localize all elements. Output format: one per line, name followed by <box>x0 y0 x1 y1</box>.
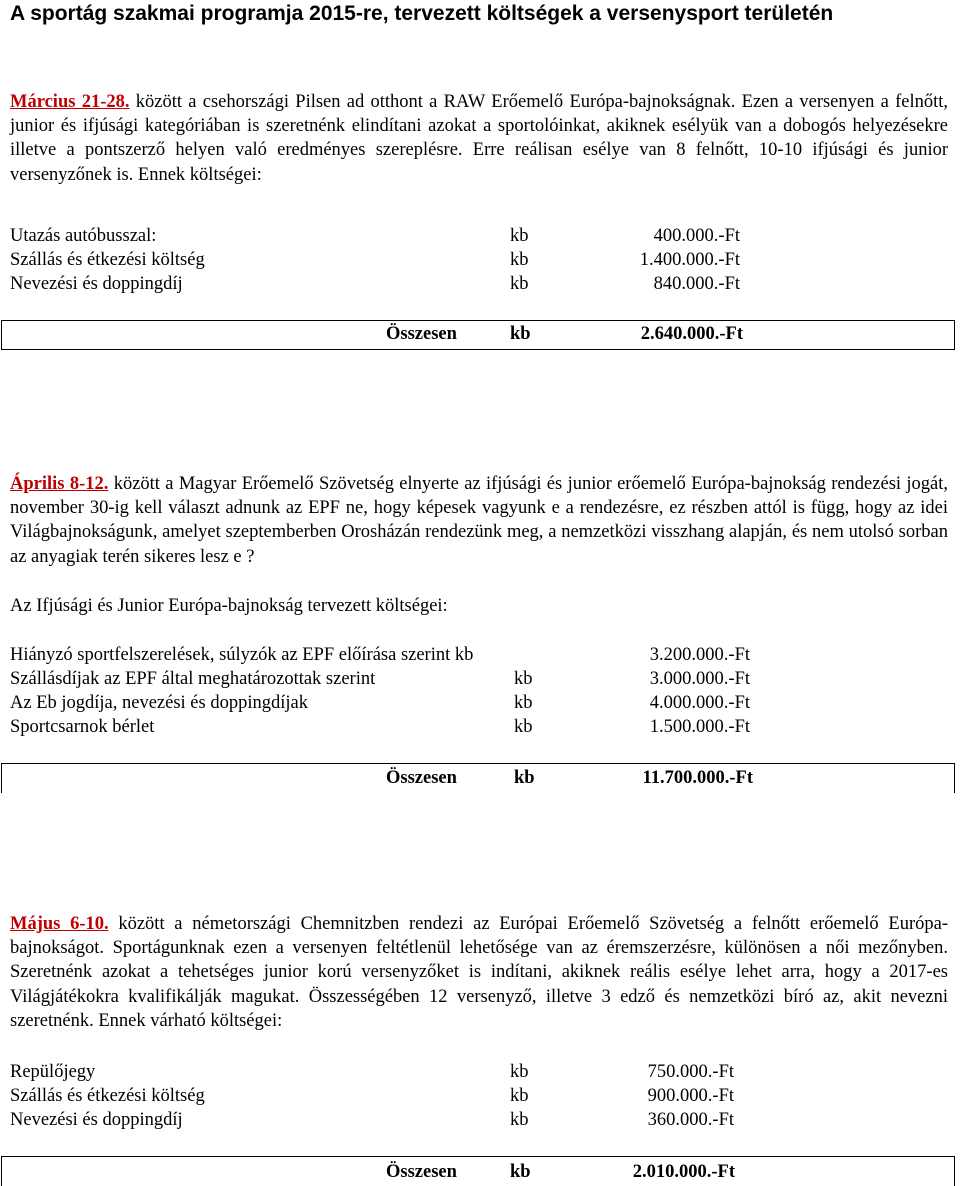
march-paragraph <box>10 90 948 187</box>
march-cost-label-3: Nevezési és doppingdíj <box>10 274 183 294</box>
april-text: között a Magyar Erőemelő Szövetség elnyerte az ifjúsági és junior erőemelő Európa-bajnokság rendezési jogát, november 30-ig kell választ adnunk az EPF ne, hogy képesek vagyunk e a rendezésre, ez részben attól is függ, hogy az idei Világbajnokságunk, amelyet szeptemberben Orosházán rendezünk meg, a nemzetközi visszhang alapján, és nem utolsó sorban az anyagiak terén sikeres lesz e ? <box>10 474 948 567</box>
april-cost-label-1: Hiányzó sportfelszerelések, súlyzók az EPF előírása szerint kb <box>10 645 474 665</box>
april-cost-kb-2: kb <box>514 669 533 689</box>
may-cost-kb-1: kb <box>510 1062 529 1082</box>
april-subtitle: Az Ifjúsági és Junior Európa-bajnokság tervezett költségei: <box>10 596 448 616</box>
april-cost-label-3: Az Eb jogdíja, nevezési és doppingdíjak <box>10 693 308 713</box>
may-cost-label-1: Repülőjegy <box>10 1062 96 1082</box>
may-cost-kb-2: kb <box>510 1086 529 1106</box>
march-cost-amount-1: 400.000.-Ft <box>653 226 740 246</box>
march-text: között a csehországi Pilsen ad otthont a RAW Erőemelő Európa-bajnokságnak. Ezen a versenyen a felnőtt, junior és ifjúsági kategóriában is szeretnénk elindítani azokat a sportolóinkat, akiknek esélyük van a dobogós helyezésekre illetve a pontszerző helyen való eredményes szereplésre. Erre reálisan esélye van 8 felnőtt, 10-10 ifjúsági és junior versenyzőnek is. Ennek költségei: <box>10 92 949 185</box>
march-total-box <box>1 320 955 350</box>
may-cost-amount-3: 360.000.-Ft <box>647 1110 734 1130</box>
march-cost-amount-2: 1.400.000.-Ft <box>639 250 740 270</box>
april-cost-kb-3: kb <box>514 693 533 713</box>
april-cost-label-2: Szállásdíjak az EPF által meghatározottak szerint <box>10 669 376 689</box>
april-date: Április 8-12. <box>10 474 109 494</box>
march-cost-kb-2: kb <box>510 250 529 270</box>
march-cost-amount-3: 840.000.-Ft <box>653 274 740 294</box>
may-cost-label-2: Szállás és étkezési költség <box>10 1086 205 1106</box>
april-cost-amount-4: 1.500.000.-Ft <box>649 717 750 737</box>
april-total-kb: kb <box>514 768 535 788</box>
march-total-label: Összesen <box>386 324 457 344</box>
march-cost-label-1: Utazás autóbusszal: <box>10 226 157 246</box>
may-cost-amount-2: 900.000.-Ft <box>647 1086 734 1106</box>
april-cost-amount-2: 3.000.000.-Ft <box>649 669 750 689</box>
may-date: Május 6-10. <box>10 914 109 934</box>
april-cost-amount-1: 3.200.000.-Ft <box>649 645 750 665</box>
march-cost-kb-1: kb <box>510 226 529 246</box>
may-total-kb: kb <box>510 1162 531 1182</box>
may-cost-label-3: Nevezési és doppingdíj <box>10 1110 183 1130</box>
april-cost-label-4: Sportcsarnok bérlet <box>10 717 155 737</box>
march-cost-kb-3: kb <box>510 274 529 294</box>
may-total-amount: 2.010.000.-Ft <box>632 1162 735 1182</box>
may-cost-kb-3: kb <box>510 1110 529 1130</box>
april-total-amount: 11.700.000.-Ft <box>642 768 753 788</box>
may-paragraph <box>10 912 948 1033</box>
may-total-box <box>1 1156 955 1186</box>
april-cost-kb-4: kb <box>514 717 533 737</box>
april-paragraph <box>10 472 948 569</box>
march-total-kb: kb <box>510 324 531 344</box>
may-total-label: Összesen <box>386 1162 457 1182</box>
page-title: A sportág szakmai programja 2015-re, tervezett költségek a versenysport területén <box>10 2 834 25</box>
april-total-label: Összesen <box>386 768 457 788</box>
april-cost-amount-3: 4.000.000.-Ft <box>649 693 750 713</box>
may-text: között a németországi Chemnitzben rendezi az Európai Erőemelő Szövetség a felnőtt erőemelő Európa-bajnokságot. Sportágunknak ezen a versenyen feltétlenül lehetősége van az éremszerzésre, különösen a női mezőnyben. Szeretnénk azokat a tehetséges junior korú versenyzőket is indítani, akiknek reális esélye lehet arra, hogy a 2017-es Világjátékokra kvalifikálják magukat. Összességében 12 versenyző, illetve 3 edző és nemzetközi bíró az, akit nevezni szeretnénk. Ennek várható költségei: <box>10 914 948 1031</box>
march-cost-label-2: Szállás és étkezési költség <box>10 250 205 270</box>
may-cost-amount-1: 750.000.-Ft <box>647 1062 734 1082</box>
march-date: Március 21-28. <box>10 92 130 112</box>
april-total-box <box>1 763 955 793</box>
march-total-amount: 2.640.000.-Ft <box>640 324 743 344</box>
